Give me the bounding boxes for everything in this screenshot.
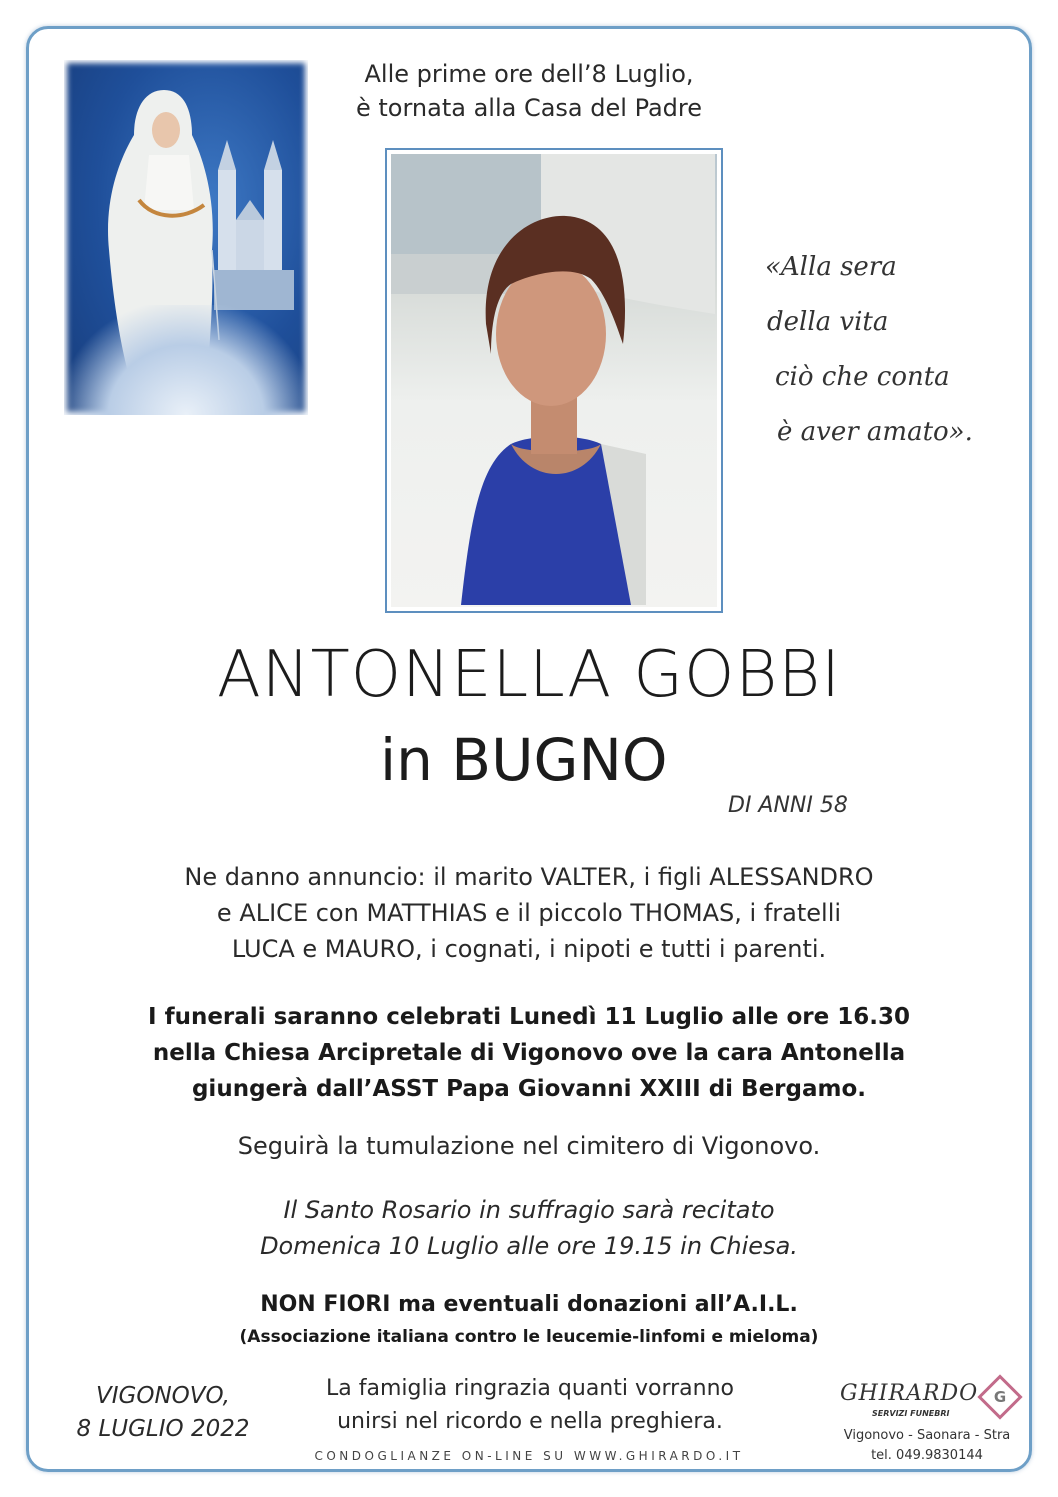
diamond-logo-icon — [977, 1374, 1022, 1419]
place-date — [68, 1380, 258, 1446]
age: DI ANNI 58 — [728, 793, 848, 818]
date: 8 LUGLIO 2022 — [76, 1416, 250, 1442]
announcement — [0, 859, 1058, 967]
deceased-name: ANTONELLA GOBBI — [217, 638, 841, 712]
rosary-line-1: Il Santo Rosario in suffragio sarà recitato — [283, 1196, 775, 1224]
intro-line-2: è tornata alla Casa del Padre — [355, 94, 703, 122]
madonna-image-icon — [64, 60, 308, 415]
funeral-line-2: nella Chiesa Arcipretale di Vigonovo ove la cara Antonella — [152, 1040, 906, 1066]
quote-line-2: della vita — [767, 307, 889, 337]
portrait-photo-icon — [391, 154, 717, 607]
portrait-frame — [385, 148, 723, 613]
rosary-line-2: Domenica 10 Luglio alle ore 19.15 in Chiesa. — [260, 1232, 798, 1260]
burial-text: Seguirà la tumulazione nel cimitero di Vigonovo. — [237, 1132, 821, 1160]
place: VIGONOVO, — [96, 1383, 230, 1409]
funeral-home-phone: tel. 049.9830144 — [871, 1448, 983, 1463]
funeral-line-1: I funerali saranno celebrati Lunedì 11 Luglio alle ore 16.30 — [148, 1004, 910, 1030]
quote-line-1: «Alla sera — [765, 252, 897, 282]
quote-line-3: ciò che conta — [775, 362, 950, 392]
funeral-details — [0, 999, 1058, 1107]
funeral-home-name: GHIRARDO — [840, 1381, 979, 1406]
funeral-home-logo — [832, 1375, 1032, 1465]
donation-request: NON FIORI ma eventuali donazioni all’A.I.L. — [260, 1292, 798, 1317]
intro-line-1: Alle prime ore dell’8 Luglio, — [364, 60, 694, 88]
cloud-shape — [64, 305, 308, 415]
announcement-line-1: Ne danno annuncio: il marito VALTER, i figli ALESSANDRO — [184, 863, 874, 891]
condolences-link[interactable]: CONDOGLIANZE ON-LINE SU WWW.GHIRARDO.IT — [314, 1449, 744, 1463]
thanks-text — [270, 1372, 790, 1438]
quote — [765, 240, 1005, 460]
married-name: in BUGNO — [380, 726, 668, 794]
funeral-line-3: giungerà dall’ASST Papa Giovanni XXIII di Bergamo. — [191, 1076, 867, 1102]
logo-letter: G — [993, 1388, 1007, 1406]
rosary-text — [0, 1192, 1058, 1264]
quote-line-4: è aver amato». — [777, 417, 973, 447]
funeral-home-subtitle: SERVIZI FUNEBRI — [872, 1409, 950, 1418]
portrait-illustration — [391, 154, 715, 605]
thanks-line-2: unirsi nel ricordo e nella preghiera. — [337, 1409, 723, 1434]
announcement-line-2: e ALICE con MATTHIAS e il piccolo THOMAS, i fratelli — [216, 899, 842, 927]
donation-note: (Associazione italiana contro le leucemie-linfomi e mieloma) — [239, 1327, 819, 1347]
thanks-line-1: La famiglia ringrazia quanti vorranno — [326, 1376, 734, 1401]
announcement-line-3: LUCA e MAURO, i cognati, i nipoti e tutti i parenti. — [231, 935, 827, 963]
funeral-home-towns: Vigonovo - Saonara - Stra — [843, 1428, 1011, 1443]
